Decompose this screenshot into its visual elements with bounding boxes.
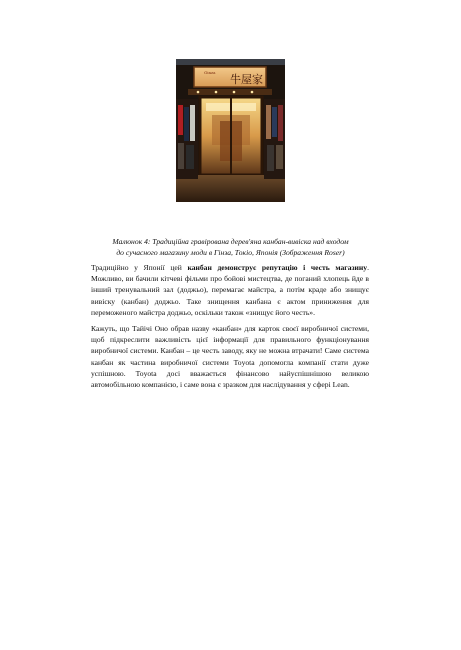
paragraph-1-bold: канбан демонструє репутацію і честь магазину bbox=[187, 263, 368, 272]
storefront-illustration bbox=[176, 59, 285, 202]
paragraph-1-rest: . Можливо, ви бачили кітчеві фільми про бойові мистецтва, де поганий хлопець йде в інший тренувальний зал (доджьо), перемагає майстра, а потім краде або знищує вивіску (канбан) доджьо. Таке знищення канбана є актом приниження для переможеного майстра доджьо, оскільки також «знищує його честь». bbox=[91, 263, 370, 317]
paragraph-2: Кажуть, що Тайічі Оно обрав назву «канбан» для карток своєї виробничої системи, щоб підкреслити важливість цієї інформації для правильного функціонування виробничої системи. Канбан – це честь заводу, яку не можна втрачати! Саме система канбан як частина виробничої системи Toyota допомогла компанії стати дуже успішною. Toyota досі вважається фінансово найуспішнішою великою автомобільною компанією, і саме вона є зразком для наслідування у сфері Lean. bbox=[91, 324, 369, 390]
figure-caption bbox=[70, 236, 391, 258]
paragraph-1 bbox=[91, 262, 369, 318]
paragraph-1-lead: Традиційно у Японії цей bbox=[91, 263, 188, 272]
sign-text: 牛屋家 bbox=[230, 73, 263, 86]
caption-line-2: до сучасного магазину моди в Гінза, Токіо, Японія (Зображення Roser) bbox=[116, 248, 345, 258]
storefront-photo bbox=[176, 59, 285, 202]
svg-text:Ginza: Ginza bbox=[204, 70, 216, 75]
caption-line-1: Малюнок 4: Традиційна гравірована дерев'яна канбан-вивіска над входом bbox=[112, 237, 349, 246]
